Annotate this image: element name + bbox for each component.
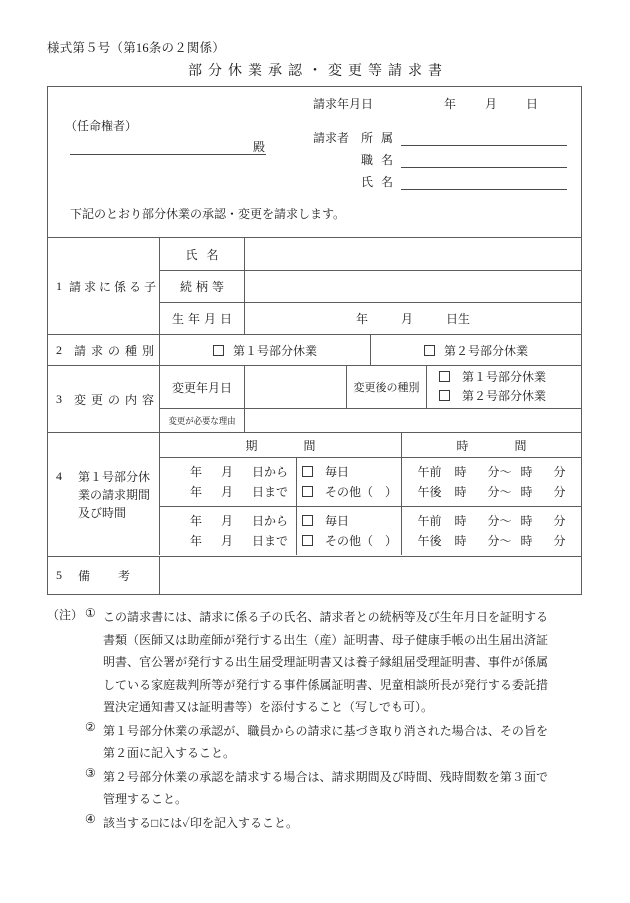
claimant-block bbox=[313, 124, 567, 190]
checkbox-icon[interactable] bbox=[302, 515, 313, 526]
period-1-from-day: 日から bbox=[251, 465, 288, 479]
affiliation-label: 所属 bbox=[361, 131, 402, 145]
note-1-text: この請求書には、請求に係る子の氏名、請求者との続柄等及び生年月日を証明する書類（医師又は助産師が発行する出生（産）証明書、母子健康手帳の出生届出済証明書、官公署が発行する出生届受理証明書又は養子縁組届受理証明書、事件が係属している家庭裁判所等が発行する事件係属証明書、児童相談所長が発行する委託措置決定通知書又は証明書等）を添付すること（写しでも可）。 bbox=[103, 610, 548, 714]
change-reason-label bbox=[159, 409, 244, 432]
period-1-pm-hour: 時 bbox=[454, 485, 467, 499]
note-2-number: ② bbox=[85, 719, 96, 734]
row4-number: 4 bbox=[56, 469, 62, 483]
period-1-pm-hour2: 時 bbox=[520, 485, 533, 499]
checkbox-icon[interactable] bbox=[302, 535, 313, 546]
change-date-label-text: 変更年月日 bbox=[171, 380, 232, 395]
period-2-am-label: 午前 bbox=[417, 514, 442, 528]
row3-number: 3 bbox=[56, 391, 62, 406]
note-item bbox=[47, 720, 592, 765]
form-number: 様式第５号（第16条の２関係） bbox=[47, 41, 226, 55]
child-relation-row bbox=[159, 270, 581, 302]
child-birthdate-input[interactable] bbox=[244, 303, 581, 334]
period-2-from bbox=[190, 511, 288, 531]
note-2-text: 第１号部分休業の承認が、職員からの請求に基づき取り消された場合は、その旨を第２面に記入すること。 bbox=[103, 723, 548, 760]
note-3-number: ③ bbox=[85, 765, 96, 780]
kind-after-option-2-label: 第２号部分休業 bbox=[462, 389, 547, 403]
row5-number: 5 bbox=[56, 568, 62, 582]
note-4-number: ④ bbox=[85, 811, 96, 826]
child-relation-label bbox=[159, 271, 244, 302]
addressee-claimant-block bbox=[48, 87, 581, 237]
checkbox-icon[interactable] bbox=[439, 390, 450, 401]
period-1-dates[interactable] bbox=[159, 458, 296, 506]
position-label: 職名 bbox=[361, 153, 402, 167]
child-birthdate-label bbox=[159, 303, 244, 334]
row4-title bbox=[78, 468, 150, 522]
request-type-option-2[interactable] bbox=[370, 335, 581, 365]
period-1-to-month: 月 bbox=[220, 485, 233, 499]
kind-after-label: 変更後の種別 bbox=[346, 366, 426, 408]
period-1-from-year: 年 bbox=[189, 465, 202, 479]
child-name-input[interactable] bbox=[244, 238, 581, 270]
row2-title: 請求の種別 bbox=[73, 343, 159, 358]
kind-after-option-1[interactable] bbox=[439, 368, 581, 387]
request-date-month: 月 bbox=[485, 97, 498, 111]
period-1-from bbox=[190, 462, 288, 482]
note-1-number: ① bbox=[85, 606, 96, 620]
period-1-frequency bbox=[296, 458, 401, 506]
child-birthdate-label-text: 生年月日 bbox=[171, 312, 236, 326]
request-date-year: 年 bbox=[444, 97, 457, 111]
request-type-option-2-label: 第２号部分休業 bbox=[443, 343, 528, 358]
notes-marker-spacer bbox=[47, 720, 85, 765]
appointer-name-field[interactable]: 殿 bbox=[70, 139, 266, 155]
row4-title-line-1: 第１号部分休 bbox=[78, 469, 151, 484]
note-item bbox=[47, 606, 592, 719]
period-2-from-year: 年 bbox=[189, 514, 202, 528]
period-1-to bbox=[190, 482, 288, 502]
notes-marker-spacer-3 bbox=[47, 812, 85, 835]
change-date-label bbox=[159, 366, 244, 408]
checkbox-icon[interactable] bbox=[439, 371, 450, 382]
period-2-am bbox=[417, 511, 565, 531]
checkbox-icon[interactable] bbox=[424, 345, 435, 356]
period-1-pm-minute2: 分 bbox=[553, 485, 566, 499]
claimant-position-row bbox=[313, 146, 567, 168]
period-1-am-minute2: 分 bbox=[553, 465, 566, 479]
notes-marker: （注） bbox=[47, 608, 84, 622]
row3-title: 変更の内容 bbox=[73, 392, 159, 407]
change-reason-input[interactable] bbox=[244, 409, 581, 432]
period-2-dates[interactable] bbox=[159, 507, 296, 555]
row1-title: 請求に係る子 bbox=[68, 279, 159, 294]
note-item bbox=[47, 766, 592, 811]
table-row-request-type bbox=[48, 334, 581, 365]
request-type-option-1-label: 第１号部分休業 bbox=[232, 343, 317, 358]
remarks-input[interactable] bbox=[159, 557, 581, 594]
period-2-to bbox=[190, 531, 288, 551]
checkbox-icon[interactable] bbox=[302, 466, 313, 477]
period-2-am-minute2: 分 bbox=[553, 514, 566, 528]
period-2-to-day: 日まで bbox=[251, 534, 288, 548]
period-2-am-hour: 時 bbox=[454, 514, 467, 528]
form-frame bbox=[47, 86, 582, 595]
period-2-freq-option-1-label: 毎日 bbox=[325, 514, 350, 528]
period-2-pm-label: 午後 bbox=[417, 534, 442, 548]
claimant-name-row bbox=[313, 168, 567, 190]
period-2-to-month: 月 bbox=[220, 534, 233, 548]
period-1-freq-option-1-label: 毎日 bbox=[325, 465, 350, 479]
note-item bbox=[47, 812, 592, 835]
row2-label bbox=[48, 335, 159, 365]
affiliation-input[interactable] bbox=[401, 131, 567, 146]
child-name-label bbox=[159, 238, 244, 270]
time-header: 時間 bbox=[401, 433, 581, 457]
period-1-freq-option-2[interactable] bbox=[302, 482, 401, 502]
period-1-am bbox=[417, 462, 565, 482]
period-2-am-minute: 分～ bbox=[487, 514, 512, 528]
row4-label bbox=[48, 433, 159, 556]
child-birthdate-row bbox=[159, 302, 581, 334]
row3-label bbox=[48, 366, 159, 432]
child-name-label-text: 氏名 bbox=[185, 247, 228, 262]
period-1-freq-option-2-label: その他（ ） bbox=[325, 485, 398, 499]
period-1-pm-minute: 分～ bbox=[487, 485, 512, 499]
change-reason-row bbox=[159, 408, 581, 432]
notes-section bbox=[47, 606, 592, 835]
checkbox-icon[interactable] bbox=[213, 345, 224, 356]
table-row-period-time bbox=[48, 432, 581, 556]
period-1-to-year: 年 bbox=[189, 485, 202, 499]
request-date-label: 請求年月日 bbox=[313, 97, 374, 111]
period-2-pm-minute: 分～ bbox=[487, 534, 512, 548]
claimant-label: 請求者 bbox=[313, 131, 350, 145]
table-row-remarks bbox=[48, 556, 581, 594]
change-reason-label-text: 変更が必要な理由 bbox=[168, 416, 236, 426]
period-2-freq-option-2-label: その他（ ） bbox=[325, 534, 398, 548]
note-3-text: 第２号部分休業の承認を請求する場合は、請求期間及び時間、残時間数を第３面で管理すること。 bbox=[103, 769, 548, 806]
child-relation-label-text: 続柄等 bbox=[179, 280, 228, 294]
row4-title-line-2: 業の請求期間 bbox=[78, 487, 151, 502]
period-block-2 bbox=[159, 506, 581, 555]
row1-body bbox=[159, 238, 581, 334]
notes-marker-spacer-2 bbox=[47, 766, 85, 811]
row4-body bbox=[159, 433, 581, 556]
child-relation-input[interactable] bbox=[244, 271, 581, 302]
period-2-from-day: 日から bbox=[251, 514, 288, 528]
checkbox-icon[interactable] bbox=[302, 486, 313, 497]
position-input[interactable] bbox=[401, 153, 567, 168]
row5-label bbox=[48, 557, 159, 594]
period-2-to-year: 年 bbox=[189, 534, 202, 548]
row1-number: 1 bbox=[56, 278, 62, 293]
period-header: 期間 bbox=[159, 433, 401, 457]
period-2-freq-option-1[interactable] bbox=[302, 511, 401, 531]
request-type-option-1[interactable] bbox=[159, 335, 370, 365]
period-1-am-hour: 時 bbox=[454, 465, 467, 479]
row3-body bbox=[159, 366, 581, 432]
claimant-affiliation-row bbox=[313, 124, 567, 146]
period-2-from-month: 月 bbox=[220, 514, 233, 528]
note-4-text: 該当する□には✓印を記入すること。 bbox=[103, 815, 298, 830]
period-1-from-month: 月 bbox=[220, 465, 233, 479]
period-2-pm-hour2: 時 bbox=[520, 534, 533, 548]
kind-after-option-1-label: 第１号部分休業 bbox=[462, 370, 547, 384]
period-1-am-hour2: 時 bbox=[520, 465, 533, 479]
kind-after-option-2[interactable] bbox=[439, 387, 581, 406]
period-2-am-hour2: 時 bbox=[520, 514, 533, 528]
request-date-row bbox=[313, 95, 538, 112]
period-1-am-label: 午前 bbox=[417, 465, 442, 479]
change-date-input[interactable] bbox=[244, 366, 346, 408]
period-2-freq-option-2[interactable] bbox=[302, 531, 401, 551]
period-2-times[interactable] bbox=[401, 507, 581, 555]
row1-label bbox=[48, 238, 159, 334]
kind-after-options bbox=[426, 366, 581, 408]
period-2-pm-hour: 時 bbox=[454, 534, 467, 548]
table-row-change-detail bbox=[48, 365, 581, 432]
period-2-pm-minute2: 分 bbox=[553, 534, 566, 548]
row2-number: 2 bbox=[56, 342, 62, 357]
row4-title-line-3: 及び時間 bbox=[78, 505, 127, 520]
request-date-day: 日 bbox=[526, 97, 539, 111]
birth-month: 月 bbox=[400, 312, 413, 326]
period-2-pm bbox=[417, 531, 565, 551]
change-date-row bbox=[159, 366, 581, 408]
appointer-label: （任命権者） bbox=[65, 119, 138, 133]
statement-text: 下記のとおり部分休業の承認・変更を請求します。 bbox=[70, 207, 346, 221]
name-label: 氏名 bbox=[361, 175, 402, 189]
table-row-child-info bbox=[48, 237, 581, 334]
period-block-1 bbox=[159, 457, 581, 506]
period-1-to-day: 日まで bbox=[251, 485, 288, 499]
period-1-pm bbox=[417, 482, 565, 502]
page-title: 部分休業承認・変更等請求書 bbox=[188, 64, 448, 79]
period-1-pm-label: 午後 bbox=[417, 485, 442, 499]
row4-column-headers bbox=[159, 433, 581, 457]
birth-year: 年 bbox=[355, 312, 368, 326]
name-input[interactable] bbox=[401, 175, 567, 190]
birth-day: 日生 bbox=[446, 312, 471, 326]
period-1-times[interactable] bbox=[401, 458, 581, 506]
row5-title: 備考 bbox=[78, 569, 159, 583]
child-name-row bbox=[159, 238, 581, 270]
period-1-am-minute: 分～ bbox=[487, 465, 512, 479]
period-2-frequency bbox=[296, 507, 401, 555]
period-1-freq-option-1[interactable] bbox=[302, 462, 401, 482]
